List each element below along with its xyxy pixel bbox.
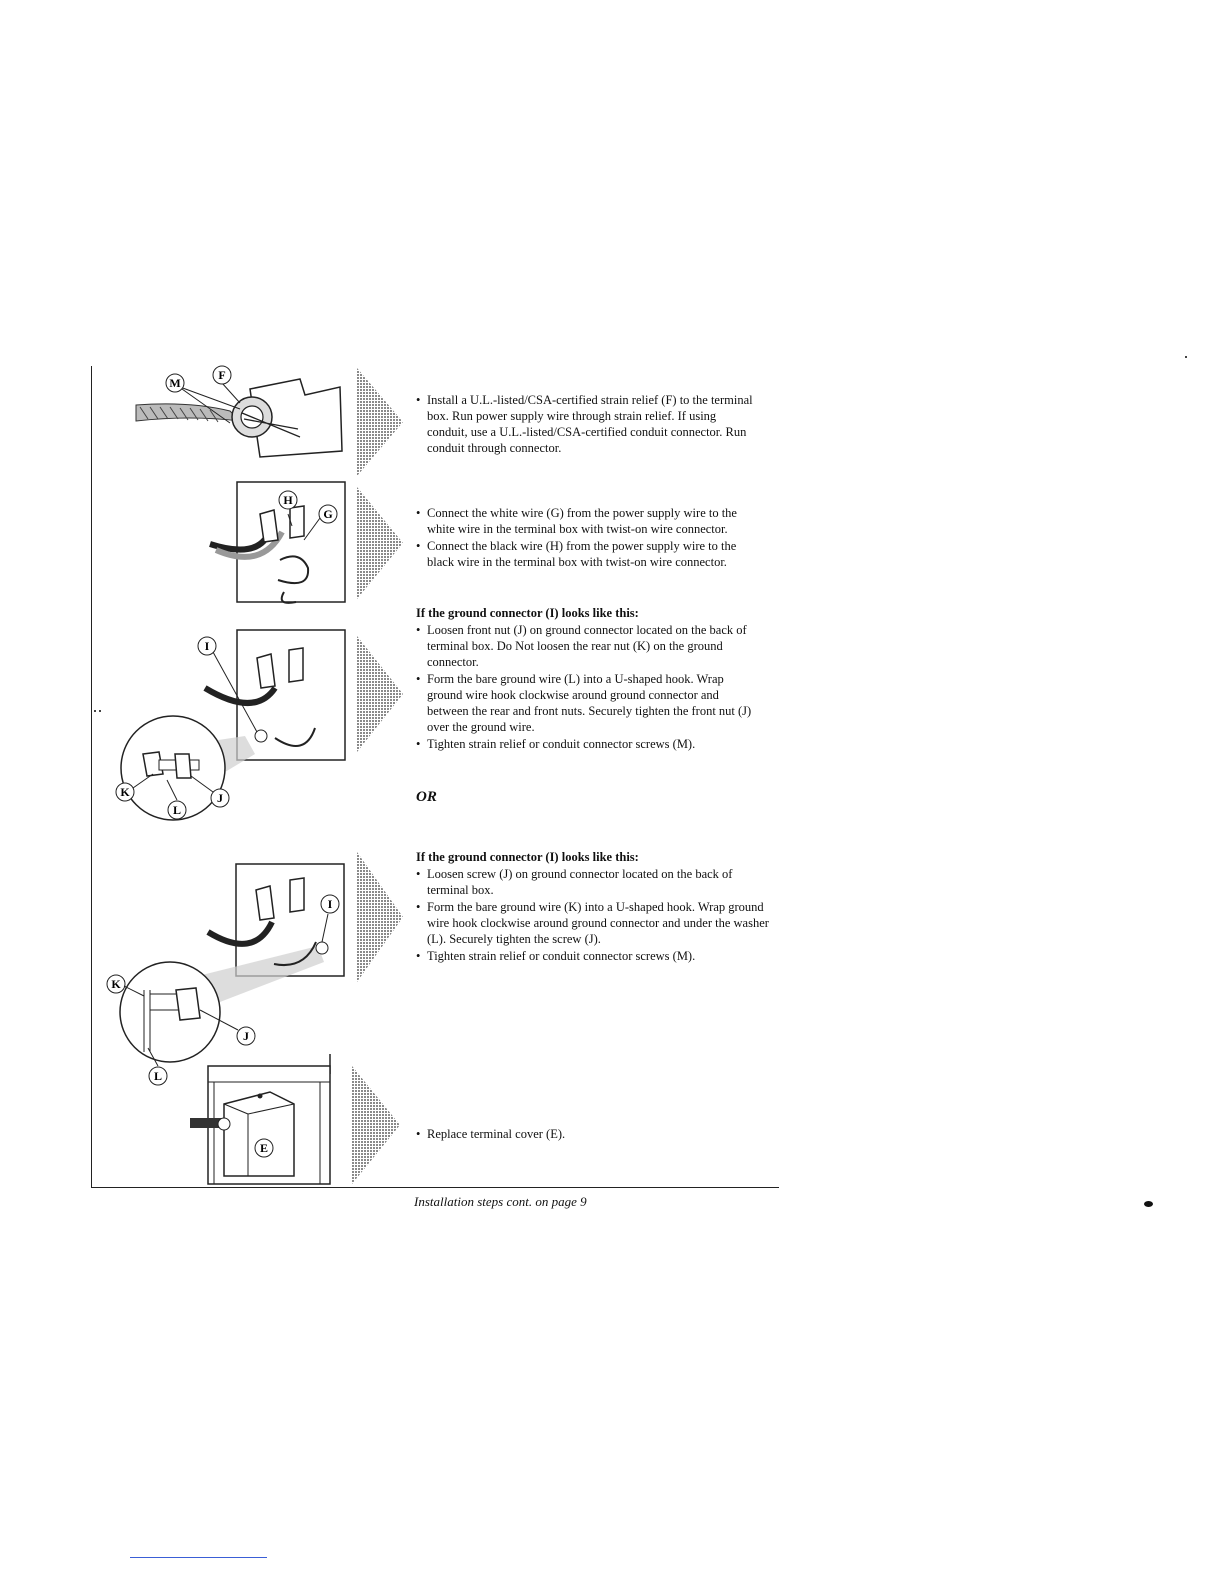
step-arrow-1 [357,368,407,476]
label-E: E [259,1141,269,1155]
step-3-text [416,605,760,753]
step-1-bullet-1: • Install a U.L.-listed/CSA-certified strain relief (F) to the terminal box. Run power supply wire through strain relief. If using conduit, use a U.L.-listed/CSA-certified conduit connector. Run conduit through connector. [416,392,756,456]
step-3-bullet-1: • Loosen front nut (J) on ground connector located on the back of terminal box. Do Not loosen the rear nut (K) on the ground connector. [416,622,760,670]
continuation-footer: Installation steps cont. on page 9 [414,1194,587,1209]
step-1-text [416,392,756,457]
label-K: K [120,785,130,799]
label-I: I [327,897,333,911]
or-separator: OR [416,789,437,805]
step-3-condition: If the ground connector (I) looks like this: [416,606,639,620]
step-arrow-5 [352,1066,404,1184]
step-arrow-3 [357,636,407,752]
label-J: J [217,791,223,805]
step-4-bullet-1: • Loosen screw (J) on ground connector located on the back of terminal box. [416,866,776,898]
frame-left-rule [91,366,92,1188]
label-M: M [169,376,181,390]
label-I: I [204,639,210,653]
figure-terminal-cover [190,1052,350,1186]
step-5-bullet-1: • Replace terminal cover (E). [416,1126,756,1142]
step-2-text [416,505,752,571]
scan-speck [99,710,101,712]
step-4-text [416,849,776,965]
label-L: L [153,1069,163,1083]
scan-speck [1185,356,1187,358]
step-arrow-2 [357,487,407,599]
label-J: J [243,1029,249,1043]
step-4-bullet-2: • Form the bare ground wire (K) into a U-shaped hook. Wrap ground wire hook clockwise around ground connector and under the washer (L). Securely tighten the screw (J). [416,899,776,947]
label-K: K [111,977,121,991]
step-4-bullet-3: • Tighten strain relief or conduit connector screws (M). [416,948,776,964]
figure-wire-connections [200,480,350,608]
step-3-bullet-2: • Form the bare ground wire (L) into a U-shaped hook. Wrap ground wire hook clockwise around ground connector and between the rear and front nuts. Securely tighten the front nut (J) over the ground wire. [416,671,760,735]
label-G: G [323,507,333,521]
figure-ground-connector-nut [105,628,350,828]
step-3-bullet-3: • Tighten strain relief or conduit connector screws (M). [416,736,760,752]
step-2-bullet-1: • Connect the white wire (G) from the power supply wire to the white wire in the terminal box with twist-on wire connector. [416,505,752,537]
step-2-bullet-2: • Connect the black wire (H) from the power supply wire to the black wire in the terminal box with twist-on wire connector. [416,538,752,570]
step-arrow-4 [357,852,407,982]
label-L: L [172,803,182,817]
step-5-text [416,1126,756,1143]
label-H: H [283,493,293,507]
figure-strain-relief [130,365,355,475]
page-mark [1144,1201,1153,1207]
label-F: F [218,368,226,382]
frame-bottom-rule [91,1187,779,1188]
bottom-link-rule [130,1557,267,1558]
scan-speck [94,710,96,712]
step-4-condition: If the ground connector (I) looks like this: [416,850,639,864]
